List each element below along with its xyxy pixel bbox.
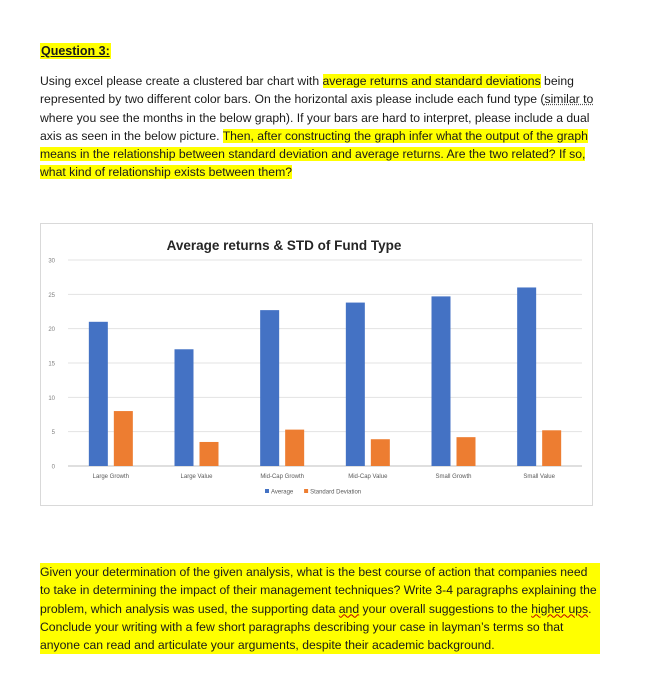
closing-text-3: . Conclude your writing with a few short paragraphs describing your case in layman’s terms so that anyone can read and articulate your arguments, despite their academic background. [40,601,592,653]
x-tick-label: Large Value [180,474,213,480]
closing-text-1: Given your determination of the given analysis, what is the best course of action that companies need to take in determining the impact of their management techniques? Write 3-4 paragraphs explaining the problem, which analysis was used, the supporting data [40,565,597,616]
x-tick-label: Mid-Cap Value [348,474,388,480]
std-deviation-bar [542,430,561,466]
intro-text-3: where you see the months in the below graph). If your bars are hard to interpret, please include a dual axis as seen in the below picture. [40,110,590,143]
y-tick-label: 0 [51,464,55,471]
closing-paragraph [40,563,600,654]
x-tick-label: Small Value [523,474,555,480]
legend-swatch [265,489,269,493]
legend-label: Average [271,489,294,496]
std-deviation-bar [371,439,390,466]
closing-text-2: your overall suggestions to the [359,601,532,616]
average-bar [517,287,536,466]
y-tick-label: 5 [51,430,55,437]
std-deviation-bar [285,430,304,466]
closing-wavy-higher-ups: higher ups [531,601,589,616]
y-tick-label: 30 [48,258,55,265]
std-deviation-bar [457,437,476,466]
intro-highlight-1: average returns and standard deviations [322,74,541,88]
intro-text-1: Using excel please create a clustered bar chart with [40,74,323,88]
y-tick-label: 15 [48,361,55,368]
chart-title: Average returns & STD of Fund Type [166,238,402,253]
average-bar [175,349,194,466]
x-tick-label: Small Growth [435,474,472,480]
y-tick-label: 10 [48,395,55,402]
intro-dotted-phrase: similar to [544,92,594,107]
average-bar [346,303,365,466]
legend-swatch [304,489,308,493]
question-title: Question 3: [41,44,110,58]
bar-chart [41,224,592,505]
legend-label: Standard Deviation [310,489,362,496]
average-bar [260,310,279,466]
y-tick-label: 25 [48,292,55,299]
average-bar [432,296,451,466]
intro-highlight-2: Then, after constructing the graph infer what the output of the graph means in the relationship between standard deviation and average returns. Are the two related? If so, what kind of relationship exists between them? [40,128,588,180]
instructions-paragraph [40,72,600,182]
std-deviation-bar [200,442,219,466]
y-tick-label: 20 [48,327,55,334]
closing-wavy-and: and [338,601,360,616]
std-deviation-bar [114,411,133,466]
average-bar [89,322,108,466]
intro-text-2: being represented by two different color bars. On the horizontal axis please include each fund type ( [40,74,574,107]
chart-container [40,223,593,506]
x-tick-label: Mid-Cap Growth [260,474,305,480]
x-tick-label: Large Growth [92,474,130,480]
